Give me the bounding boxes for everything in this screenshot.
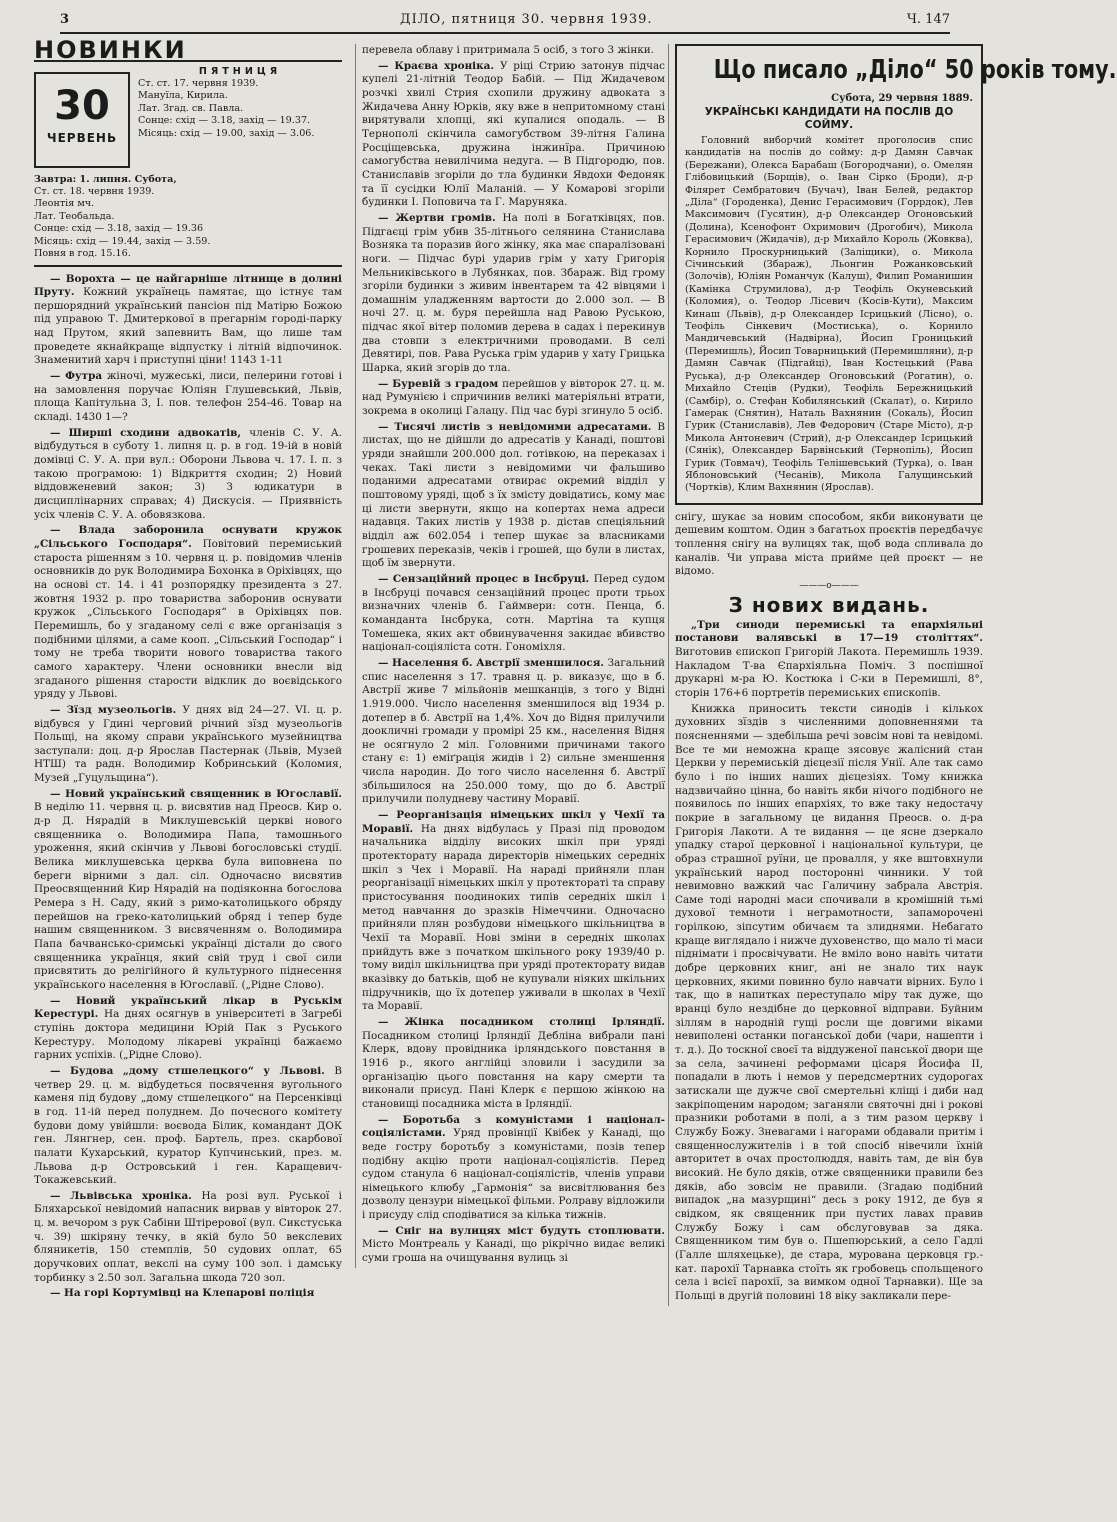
- news-item: — Буревій з градом перейшов у вівторок 27. ц. м. над Румунією і спричинив великі матеріяльні втрати, зокрема в околиці Галацу. Під час бурі згинуло 5 осіб.: [362, 377, 665, 418]
- tomorrow-line: Повня в год. 15.16.: [34, 248, 131, 260]
- snow-item-continued: снігу, шукає за новим способом, якби виконувати це дешевим коштом. Один з багатьох проєктів передбачує топлення снігу на вулицях так, щоб вода спливала до каналів. Чи управа міста прийме цей проєкт — не відомо.: [675, 510, 983, 578]
- news-item: — Жінка посадником столиці Ірляндії. Посадником столиці Ірляндії Дебліна вибрали пані Клерк, вдову провідника ірляндського повстання в 1916 р., якого англійці зловили і засудили за організацію цього повстання на кару смерти та виконали присуд. Пані Клерк є першою жінкою на становищі посадника міста в Ірляндії.: [362, 1015, 665, 1110]
- tomorrow-line: Леонтія мч.: [34, 198, 95, 210]
- news-item: — Ширші сходини адвокатів, членів С. У. А. відбудуться в суботу 1. липня ц. р. в год. 19-ій в новій домівці С. У. А. при вул.: Оборони Львова ч. 17. І. п. з такою програмою: 1) Відкриття сходин; 2) Новий віддовженевий закон; 3) З юдикатури в дисциплінарних справах; 4) Дискусія. — Приявність усіх членів С. У. А. обовязкова.: [34, 426, 342, 521]
- tomorrow-line: Завтра: 1. липня. Субота,: [34, 173, 177, 185]
- fifty-years-ago-box: [675, 44, 1117, 505]
- news-item: — Реорганізація німецьких шкіл у Чехії та Моравії. На днях відбулась у Празі під проводом начальника відділу високих шкіл при уряді протекторату нарада директорів німецьких середніх шкіл з Чех і Моравії. На нараді прийняли план реорганізації німецьких шкіл у протектораті та справу пристосування поодиноких типів середніх шкіл і метод навчання до зразків Німеччини. Одночасно прийняли плян розбудови німецького шкільництва в Чехії та Моравії. Нові зміни в середніх школах прийдуть вже з початком шкільного року 1939/40 р. тому виділ шкільництва при уряді протекторату видав вказівку до батьків, щоб не купували ніяких шкільних підручників, що їх дотепер уживали в школах в Чехії та Моравії.: [362, 809, 665, 1013]
- news-item: — Влада заборонила оснувати кружок „Сільського Господаря“. Повітовий перемиський староста рішенням з 10. червня ц. р. повідомив членів основників до рук Володимира Бохонка в Оріхівцях, що на основі ст. 14. і 41 розпорядку президента з 27. жовтня 1932 р. про товариства заборонив оснувати кружок „Сільського Господаря“ в Оріхівцях пов. Перемишль, бо у згаданому селі є вже організація з подібними цілями, а саме кооп. „Сільський Господар“ і тому не треба творити нового товариства такого самого характеру. Члени основники внесли від згаданого рішення старости відклик до воєвідського уряду у Львові.: [34, 524, 342, 701]
- news-item: — Будова „дому стшелецкого“ у Львові. В четвер 29. ц. м. відбудеться посвячення вугольного каменя під будову „дому стшелецкого“ на Персенківці в год. 11-ій перед полуднем. До почесного комітету будови дому увійшли: воєвода Білик, командант ДОК ген. Лянгнер, сен. проф. Бартель, през. скарбової палати Кухарський, куратор Купчинський, през. м. Львова д-р Островський і ген. Каращевич-Токажевський.: [34, 1064, 342, 1187]
- calendar-date-box: [34, 72, 130, 168]
- tomorrow-line: Ст. ст. 18. червня 1939.: [34, 186, 155, 198]
- issue-number: Ч. 147: [906, 12, 950, 27]
- news-item: — Новий український священник в Югославії. В неділю 11. червня ц. р. висвятив над Преосв. Кир о. д-р Д. Нярадій в Миклушевській церкві нового священника о. Володимира Папа, тамошнього уроження, який скінчив у Львові богословські студії. Велика миклушевська церква була виповнена по береги вірними з дал. сіл. Одночасно висвятив Преосвященний Кир Нярадій на подіяконна богослова Ремера з Н. Саду, який з римо-католицького обряду перейшов на греко-католицький обряд і тепер буде нашим священником. З висвяченням о. Володимира Папа бачвансько-сримські українці дістали до свого священника українця, який свій труд і свої сили присвятить до релігійного й культурного піднесення українського населення в Югославії. („Рідне Слово).: [34, 787, 342, 991]
- separator: ———o———: [799, 581, 859, 592]
- column-3: [668, 44, 1117, 1306]
- news-item: — Сніг на вулицях міст будуть стоплювати. Місто Монтреаль у Канаді, що рікрічно видає великі суми гроша на очищування вулиць зі: [362, 1224, 665, 1265]
- news-item: — Сензаційний процес в Інсбруці. Перед судом в Інсбруці почався сензаційний процес проти трьох визначних членів б. Гаймвери: сотн. Пенца, б. команданта Інсбрука, сотн. Мартіна та купця Томешека, яких акт обвинувачення закидає вбивство націонал-соціяліста сотн. Гономіхля.: [362, 572, 665, 654]
- news-item: — Населення б. Австрії зменшилося. Загальний спис населення з 17. травня ц. р. виказує, що в б. Австрії живе 7 мільйонів мешканців, з того у Відні 1.919.000. Число населення зменшилося від 1934 р. дотепер в б. Австрії на 1,4%. Хоч до Відня прилучили доокличні громади у промірі 25 км., населення Відня не осягнуло 2 міл. Головними причинами такого стану є: 1) еміґрація жидів і 2) сильне зменшення числа народин. До того число населення б. Австрії збільшилося на 250.000 тому, що до б. Австрії прилучили полудневу частину Моравії.: [362, 656, 665, 806]
- column-2: [355, 44, 665, 1268]
- calendar-weekday: ПЯТНИЦЯ: [198, 65, 282, 77]
- news-item: — Жертви громів. На полі в Богатківцях, пов. Підгаєці грім убив 35-літнього селянина Станислава Возняка та поразив його жінку, яка має спаралізовані ноги. — Підчас бурі ударив грім у хату Григорія Мельниківського в Лубянках, пов. Збараж. Від грому згоріли будинки з живим інвентарем та 42 вівцями і домашнім уладженням вартости до 2.000 зол. — В ночі 27. ц. м. буря перейшла над Равою Руською, підчас якої вітер поломив дерева в садах і перекинув два стовпи з електричними проводами. В селі Девятирі, пов. Рава Руська грім ударив у хату Грицька Шарка, який згорів до тла.: [362, 211, 665, 375]
- tomorrow-line: Місяць: схід — 19.44, захід — 3.59.: [34, 235, 211, 247]
- calendar-line: Ст. ст. 17. червня 1939.: [138, 78, 259, 90]
- tomorrow-line: Сонце: схід — 3.18, захід — 19.36: [34, 223, 204, 235]
- tomorrow-block: [34, 174, 342, 267]
- fifty-years-ago-title: Що писало „Діло“ 50 років тому.: [713, 55, 1117, 85]
- page-header: [60, 8, 950, 34]
- book-entry: „Три синоди перемиські та епархіяльні постанови валявські в 17—19 століттях“. Виготовив єпископ Григорій Лакота. Перемишль 1939. Накладом Т-ва Єпархіяльна Поміч. З поспішної друкарні м-ра Ю. Костюка і С-ки в Перемишлі, 8°, сторін 176+6 портретів перемиських єпископів.: [675, 618, 983, 699]
- calendar-line: Мануїла, Кирила.: [138, 90, 228, 102]
- novynky-heading: НОВИНКИ: [34, 44, 342, 62]
- news-item: — Футра жіночі, мужеські, лиси, пелерини готові і на замовлення поручає Юліян Глушевський, Львів, площа Капітульна 3, І. пов. телефон 254-46. Товар на складі. 1430 1—?: [34, 370, 342, 424]
- news-item: — На горі Кортумівці на Клепарові поліція: [50, 1287, 315, 1300]
- news-item: — Боротьба з комуністами і націонал-соціялістами. Уряд провінції Квібек у Канаді, що веде гостру боротьбу з комуністами, позів тепер подібну акцію проти націонал-соціялістів. Перед судом станула 6 націонал-соціялістів, членів управи німецького клюбу „Гармонія“ за висвітлювання без дозволу цензури німецької фільми. Ролраву відложили і присуду слід сподіватися за кілька тижнів.: [362, 1113, 665, 1222]
- news-item: — Ворохта — це найгарніше літнище в долині Пруту. Кожний українець памятає, що істнує там першорядний український пансіон під Матірю Божою під управою Т. Дмитеркової в прегарнім городі-парку над Прутом, який запевнить Вам, що лише там проведете якнайкраще відпустку і літній відпочинок. Знаменитий харч і приступні ціни! 1143 1-11: [34, 272, 342, 367]
- page-number: 3: [60, 12, 70, 27]
- news-item-continued: перевела облаву і притримала 5 осіб, з того 3 жінки.: [362, 44, 654, 56]
- news-item: — Новий український лікар в Руськім Керестурі. На днях осягнув в університеті в Загребі ступінь доктора медицини Юрій Пак з Руського Керестуру. Молодому лікареві українці бажаємо гарних успіхів. („Рідне Слово).: [34, 994, 342, 1062]
- new-publications-heading: З нових видань.: [728, 593, 930, 618]
- column-1: [34, 36, 342, 1303]
- calendar-line: Лат. Згад. св. Павла.: [138, 102, 244, 114]
- book-review: Книжка приносить тексти синодів і кількох духовних зїздів з численними доповненнями та поясненнями — здебільша речі зовсім нові та невідомі. Все те ми неможна краще зясовує жалісний стан Церкви у перемиській дієцезії після Унії. Але так само було і по інших наших дієцезіях. Тому книжка надзвичайно цінна, бо навіть якби нічого подібного не появилось по інших епархіях, то вже таку недостачу покрие в загальному це видання Преосв. о. д-ра Григорія Лакоти. А те видання — це ясне дзеркало упадку старої церковної і національної культури, це образ страшної руїни, це провалля, у яке вштовхнули український народ посторонні чинники. У той невимовно важкий час Галичину забрала Австрія. Саме тоді народні маси спочивали в кромішній тьмі духової темноти і неграмотности, запаморочені горілкою, зіпсутим обичаєм та злиднями. Небагато краще виглядало і нижче духовенство, що мало ті маси піднімати і просвічувати. Не вміло воно навіть читати добре церковних книг, ані не знало тих наук церковних, якими повинно було навчати вірних. Було і так, що в напитках переступало міру так дуже, що вранці було нездібне до церковної відправи. Буйним зіллям в народній гущі росли ще довгими віками невиполені останки поганської доби (чари, нашепти і т. д.). До тоскної своєї та віддуженої панської двори ще за села, зачинені реформами цісаря Йосифа ІІ, попадали в лють і немов у передсмертних судорогах затискали ще дужче свої смертельні кліщі і диби над закріпощеним народом; заганяли святочні дні і рокові празники роботами в полі, а з тим разом церкву і Службу Божу. Зневагами і нагорами обдавали притім і священнослужителів і в той спосіб нівечили їхній авторитет в очах простолюддя, навіть там, де він був високий. Не було дяків, отже священники правили без дяків, або зовсім не правили. (Згадаю подібний випадок „на мазурщині“ десь з року 1912, де був я свідком, як священник при пустих лавах правив Службу Божу і сам обслуговував за дяка. Священником тим був о. Пшепюрський, а село Гадлі (Галле шляхецьке), де стара, мурована церковця гр.-кат. парохії Тарнавка стоїть як гробовець спольщеного села і всієї парохії, за вимком одної Тарнавки). Ще за Польщі в другій половині 18 віку закликали пере-: [675, 702, 983, 1302]
- news-item: — Зїзд музеольогів. У днях від 24—27. VI. ц. р. відбувся у Гдині черговий річний зїзд музеольогів Польщі, на якому справи українського музейництва заступали: доц. д-р Ярослав Пастернак (Львів, Музей НТШ) та радн. Володимир Кобринський (Коломия, Музей „Гуцульщина“).: [34, 703, 342, 785]
- tomorrow-line: Лат. Теобальда.: [34, 210, 115, 222]
- fifty-years-ago-date: Субота, 29 червня 1889.: [831, 93, 973, 104]
- calendar-block: [34, 66, 342, 174]
- news-item: — Львівська хроніка. На розі вул. Руської і Бляхарської невідомий напасник вирвав у вівторок 27. ц. м. вечором з рук Сабіни Штірерової (вул. Сикстуська ч. 39) шкіряну течку, в якій було 50 векслевих бляникетів, 150 стемплів, 50 судових оплат, 65 доручкових оплат, векслі на суму 100 зол. і дамську торбинку з 2.50 зол. Загальна шкода 720 зол.: [34, 1189, 342, 1284]
- calendar-line: Місяць: схід — 19.00, захід — 3.06.: [138, 127, 315, 139]
- calendar-info: [138, 66, 342, 140]
- fifty-years-ago-text: Головний виборчий комітет проголосив спис кандидатів на послів до сойму: д-р Дамян Савчак (Бережани), Олекса Барабаш (Богородчани), о. Омелян Глібовицький (Борщів), о. Іван Сірко (Броди), д-р Філярет Сембратович (Бучач), Іван Белей, редактор „Діла“ (Городенка), Денис Герасимович (Горрдок), Лев Максимович (Гусятин), д-р Олександер Огоновський (Долина), Ксенофонт Охримович (Дрогобич), Микола Герасимович (Жидачів), д-р Михайло Король (Жовква), Корнило Проскурницький (Заліщики), о. Микола Січинський (Збараж), Льонгин Рожанковський (Золочів), Юліян Романчук (Калуш), Филип Романишин (Камінка Струмилова), д-р Теофіль Окуневський (Коломия), о. Теодор Лісевич (Косів-Кути), Максим Кинаш (Львів), д-р Олександер Ісрицький (Лісно), о. Теофіль Сінкевич (Мостиська), о. Корнило Мандичевський (Надвірна), Йосип Гроницький (Перемишль), Йосип Товарницький (Перемишляни), д-р Дамян Савчак (Підгайці), Іван Костецький (Рава Руська), д-р Олександер Огоновський (Рогатин), о. Михайло Стеців (Рудки), Теофіль Бережницький (Самбір), о. Стефан Кобилянський (Скалат), о. Кирило Гамерак (Снятин), Наталь Вахнянин (Сокаль), Йосип Гурик (Станиславів), Лев Федорович (Старе Місто), д-р Микола Антоневич (Стрий), д-р Олександер Ісрицький (Сянік), Олександер Барвінський (Тернопіль), Йосип Гурик (Товмач), Теофіль Телішевський (Турка), о. Іван Яблоновський (Чесанів), Микола Галущинський (Чортків), Клим Вахнянин (Ярослав).: [685, 134, 973, 494]
- calendar-day: 30: [54, 82, 110, 129]
- news-item: — Тисячі листів з невідомими адресатами. В листах, що не дійшли до адресатів у Канаді, поштові уряди знайшли 200.000 дол. готівкою, на переказах і чеках. Такі листи з невідомими чи фальшиво поданими адресатами отвирає окремий відділ у поштовому уряді, щоб з їх змісту довідатись, кому має ці листи звернути, якщо на копертах нема адреси надавця. Таких листів у 1938 р. дістав спеціяльний відділ аж 602.054 і тепер шукає за власниками грошевих переказів, чеків і грошей, що були в листах, щоб їм звернути.: [362, 420, 665, 570]
- news-item: — Краєва хроніка. У ріці Стрию затонув підчас купелі 21-літній Теодор Бабій. — Під Жидачевом розчкі хвилі Стрия схопили дружину адвоката з Жидачева Анну Юрків, яку вже в непритомному стані вирятували хлопці, які купалися оподаль. — В Тернополі скінчила самогубством 39-літня Галина Росціщевська, дружина інжинїра. Причиною самогубства невилічима недуга. — В Підгородю, пов. Станиславів згоріли до тла будинки Явдохи Федоняк та її сусідки Юлії Маланій. — У Комарові згоріли будинки І. Поповича та Г. Маруняка.: [362, 59, 665, 209]
- fifty-years-ago-subtitle: УКРАЇНСЬКІ КАНДИДАТИ НА ПОСЛІВ ДО СОЙМУ.: [704, 105, 954, 132]
- masthead-title: ДІЛО, пятниця 30. червня 1939.: [400, 12, 653, 27]
- calendar-line: Сонце: схід — 3.18, захід — 19.37.: [138, 115, 311, 127]
- calendar-month: ЧЕРВЕНЬ: [46, 130, 118, 145]
